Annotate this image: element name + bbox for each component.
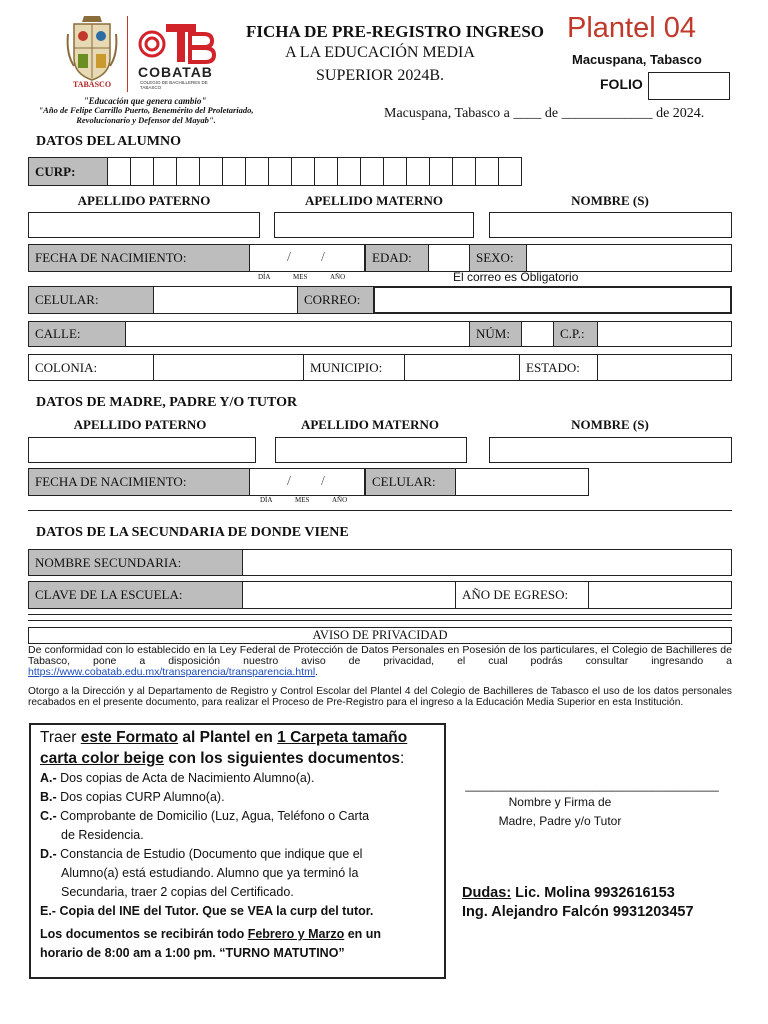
alumno-apellido-materno-input[interactable] (274, 212, 474, 238)
heading-traer: Traer (40, 729, 81, 746)
alumno-num-label-text: NÚM: (476, 326, 510, 341)
section-title-tutor: DATOS DE MADRE, PADRE Y/O TUTOR (36, 395, 298, 410)
alumno-cp-input[interactable] (597, 321, 732, 347)
alumno-cp-label-text: C.P.: (560, 326, 585, 341)
curp-char-box[interactable] (130, 157, 154, 186)
curp-char-box[interactable] (291, 157, 315, 186)
alumno-sexo-input[interactable] (526, 244, 732, 272)
tabasco-label: TABASCO (72, 80, 112, 89)
aviso-privacidad-title-box (28, 627, 732, 644)
curp-char-box[interactable] (199, 157, 223, 186)
divider-2 (28, 614, 732, 615)
form-title-line-1: FICHA DE PRE-REGISTRO INGRESO (245, 22, 545, 41)
curp-char-box[interactable] (452, 157, 476, 186)
alumno-nombre-input[interactable] (489, 212, 732, 238)
alumno-celular-label-text: CELULAR: (35, 292, 99, 307)
doc-item-c-letter: C.- (40, 809, 57, 823)
tutor-nombre-header: NOMBRE (S) (571, 417, 649, 432)
folio-input[interactable] (648, 72, 730, 100)
curp-char-box[interactable] (475, 157, 499, 186)
curp-char-box[interactable] (429, 157, 453, 186)
secundaria-ano-egreso-label (455, 581, 589, 609)
curp-char-box[interactable] (268, 157, 292, 186)
curp-char-box[interactable] (176, 157, 200, 186)
alumno-colonia-label-text: COLONIA: (35, 359, 98, 375)
doc-item-d-text: Constancia de Estudio (Documento que indique que el (56, 847, 363, 861)
doc-item-c-text: Comprobante de Domicilio (Luz, Agua, Teléfono o Carta (56, 809, 370, 823)
heading-beige: carta color beige (40, 750, 165, 767)
curp-char-box[interactable] (383, 157, 407, 186)
doc-item-d-letter: D.- (40, 847, 57, 861)
heading-este-formato: este Formato (80, 729, 179, 746)
secundaria-nombre-label-text: NOMBRE SECUNDARIA: (35, 554, 182, 570)
dudas-contact-2: Ing. Alejandro Falcón 9931203457 (462, 904, 694, 920)
heading-siguientes: con los siguientes documentos (164, 750, 401, 767)
alumno-edad-label-text: EDAD: (372, 250, 412, 265)
doc-item-b-letter: B.- (40, 790, 57, 804)
doc-item-e-letter: E.- (40, 904, 56, 918)
alumno-sexo-label (469, 244, 527, 272)
tutor-ano-caption: AÑO (332, 496, 348, 504)
year-quote-line-2: Revolucionario y Defensor del Mayab". (76, 115, 216, 125)
curp-char-box[interactable] (222, 157, 246, 186)
alumno-edad-label (365, 244, 429, 272)
section-title-alumno: DATOS DEL ALUMNO (36, 134, 181, 149)
dudas-contact (462, 884, 752, 922)
curp-char-box[interactable] (406, 157, 430, 186)
alumno-colonia-input[interactable] (153, 354, 304, 381)
alumno-estado-input[interactable] (597, 354, 732, 381)
tutor-celular-label (365, 468, 456, 496)
alumno-correo-label (297, 286, 374, 314)
doc-item-c-cont: de Residencia. (61, 828, 144, 842)
alumno-fecha-nacimiento-label-text: FECHA DE NACIMIENTO: (35, 250, 187, 265)
divider-1 (28, 510, 732, 511)
documentos-box (29, 723, 446, 979)
alumno-celular-input[interactable] (153, 286, 298, 314)
correo-obligatorio-note: El correo es Obligatorio (453, 270, 579, 284)
alumno-mes-caption: MES (293, 273, 308, 281)
alumno-calle-label-text: CALLE: (35, 326, 81, 341)
cobatab-wordmark: COBATAB (138, 64, 213, 80)
cobatab-subtitle: COLEGIO DE BACHILLERES DE TABASCO (140, 80, 208, 90)
tutor-apellido-materno-input[interactable] (275, 437, 467, 463)
divider-3 (28, 620, 732, 621)
alumno-estado-label (519, 354, 598, 381)
tutor-apellido-materno-header: APELLIDO MATERNO (300, 417, 440, 432)
documentos-closing (40, 925, 440, 963)
curp-label-text: CURP: (35, 163, 76, 179)
alumno-ano-caption: AÑO (330, 273, 346, 281)
alumno-colonia-label (28, 354, 154, 381)
year-quote-line-1: "Año de Felipe Carrillo Puerto, Benemérito del Proletariado, (38, 105, 254, 115)
closing-text-1: Los documentos se recibirán todo (40, 927, 248, 941)
tutor-fecha-nacimiento-label (28, 468, 250, 496)
doc-item-b-text: Dos copias CURP Alumno(a). (56, 790, 225, 804)
firma-line: ______________________________________ (465, 778, 719, 792)
alumno-apellido-paterno-input[interactable] (28, 212, 260, 238)
doc-item-e-text: Copia del INE del Tutor. Que se VEA la curp del tutor. (55, 904, 374, 918)
doc-item-a (40, 769, 440, 788)
aviso-privacidad-title: AVISO DE PRIVACIDAD (312, 628, 448, 642)
firma-label-2: Madre, Padre y/o Tutor (498, 814, 622, 828)
tutor-fecha-nacimiento-label-text: FECHA DE NACIMIENTO: (35, 474, 187, 489)
firma-label-1: Nombre y Firma de (508, 795, 612, 809)
alumno-date-slash-1: / (287, 250, 291, 265)
alumno-apellido-materno-header: APELLIDO MATERNO (304, 193, 444, 208)
curp-char-box[interactable] (337, 157, 361, 186)
secundaria-clave-label-text: CLAVE DE LA ESCUELA: (35, 587, 183, 602)
tutor-date-slash-1: / (287, 474, 291, 489)
curp-char-box[interactable] (153, 157, 177, 186)
heading-carpeta: 1 Carpeta tamaño (277, 729, 408, 746)
closing-horario: horario de 8:00 am a 1:00 pm. “TURNO MATUTINO” (40, 946, 345, 960)
transparencia-link[interactable]: https://www.cobatab.edu.mx/transparencia/transparencia.html (28, 666, 316, 678)
aviso-privacidad-paragraph: De conformidad con lo establecido en la Ley Federal de Protección de Datos Personales en Posesión de los particulares, el Colegio de Bachilleres de Tabasco, pone a disposición nuestro aviso de privacidad, el cual podrás consultar ingresando a (28, 644, 732, 667)
alumno-municipio-label (303, 354, 405, 381)
plantel-location: Macuspana, Tabasco (572, 52, 702, 67)
documentos-heading (40, 727, 440, 769)
alumno-fecha-nacimiento-label (28, 244, 250, 272)
folio-label: FOLIO (600, 76, 643, 92)
doc-item-b (40, 788, 440, 807)
alumno-cp-label (553, 321, 598, 347)
doc-item-d-cont-2: Secundaria, traer 2 copias del Certificado. (61, 885, 294, 899)
alumno-correo-label-text: CORREO: (304, 292, 361, 307)
secundaria-nombre-input[interactable] (242, 549, 732, 576)
tutor-apellido-paterno-input[interactable] (28, 437, 256, 463)
alumno-municipio-input[interactable] (404, 354, 520, 381)
alumno-num-label (469, 321, 522, 347)
plantel-number: Plantel 04 (567, 12, 696, 44)
tutor-celular-label-text: CELULAR: (372, 474, 436, 489)
dudas-contact-1: Lic. Molina 9932616153 (511, 885, 675, 901)
alumno-calle-input[interactable] (125, 321, 470, 347)
alumno-fecha-nacimiento-input[interactable] (249, 244, 365, 272)
secundaria-ano-egreso-input[interactable] (588, 581, 732, 609)
tutor-dia-caption: DÍA (260, 496, 273, 504)
dudas-label: Dudas: (462, 885, 512, 901)
alumno-num-input[interactable] (521, 321, 554, 347)
secundaria-nombre-label (28, 549, 243, 576)
closing-months: Febrero y Marzo (247, 927, 345, 941)
heading-colon: : (400, 750, 405, 767)
alumno-dia-caption: DÍA (258, 273, 271, 281)
tutor-fecha-nacimiento-input[interactable] (249, 468, 365, 496)
doc-item-a-text: Dos copias de Acta de Nacimiento Alumno(a). (56, 771, 315, 785)
alumno-apellido-paterno-header: APELLIDO PATERNO (77, 193, 211, 208)
alumno-estado-label-text: ESTADO: (526, 359, 580, 375)
curp-label (28, 157, 108, 186)
doc-item-a-letter: A.- (40, 771, 57, 785)
doc-item-d (40, 845, 440, 864)
form-title-line-3: SUPERIOR 2024B. (315, 67, 445, 84)
curp-char-box[interactable] (107, 157, 131, 186)
logo-divider (127, 16, 128, 92)
slogan: "Educación que genera cambio" (83, 96, 207, 106)
alumno-edad-input[interactable] (428, 244, 470, 272)
aviso-privacidad-text: De conformidad con lo establecido en la Ley Federal de Protección de Datos Personales en Posesión de los particulares, el Colegio de Bachilleres de Tabasco, pone a disposición nuestro aviso de privacidad, el cual podrás consultar ingresando a https://www.cobatab.edu.mx/transparencia/transparencia.html. (28, 644, 732, 678)
closing-text-2: en un (344, 927, 382, 941)
tutor-date-slash-2: / (321, 474, 325, 489)
alumno-celular-label (28, 286, 154, 314)
documentos-list (40, 769, 440, 921)
form-title-line-2: A LA EDUCACIÓN MEDIA (285, 44, 475, 61)
tutor-mes-caption: MES (295, 496, 310, 504)
doc-item-e (40, 902, 440, 921)
heading-plantel: al Plantel en (178, 729, 278, 746)
doc-item-c (40, 807, 440, 826)
curp-char-box[interactable] (314, 157, 338, 186)
alumno-nombre-header: NOMBRE (S) (571, 193, 649, 208)
section-title-secundaria: DATOS DE LA SECUNDARIA DE DONDE VIENE (36, 525, 349, 540)
secundaria-ano-egreso-label-text: AÑO DE EGRESO: (462, 587, 569, 602)
date-line: Macuspana, Tabasco a ____ de _____________ de 2024. (384, 106, 705, 121)
cobatab-logo (138, 20, 216, 66)
doc-item-d-cont-1: Alumno(a) está estudiando. Alumno que ya terminó la (61, 866, 359, 880)
alumno-date-slash-2: / (321, 250, 325, 265)
tutor-celular-input[interactable] (455, 468, 589, 496)
secundaria-clave-input[interactable] (242, 581, 456, 609)
secundaria-clave-label (28, 581, 243, 609)
curp-char-box[interactable] (360, 157, 384, 186)
alumno-calle-label (28, 321, 126, 347)
alumno-correo-input[interactable] (373, 286, 732, 314)
curp-char-box[interactable] (498, 157, 522, 186)
tutor-nombre-input[interactable] (489, 437, 732, 463)
curp-char-box[interactable] (245, 157, 269, 186)
consent-text: Otorgo a la Dirección y al Departamento de Registro y Control Escolar del Plantel 4 del Colegio de Bachilleres de Tabasco el uso de los datos personales recabados en el presente documento, para realizar el Proceso de Pre-Registro para el ingreso a la Educación Media Superior en esta Institución. (28, 686, 732, 708)
tutor-apellido-paterno-header: APELLIDO PATERNO (73, 417, 207, 432)
alumno-sexo-label-text: SEXO: (476, 250, 514, 265)
alumno-municipio-label-text: MUNICIPIO: (310, 359, 383, 375)
